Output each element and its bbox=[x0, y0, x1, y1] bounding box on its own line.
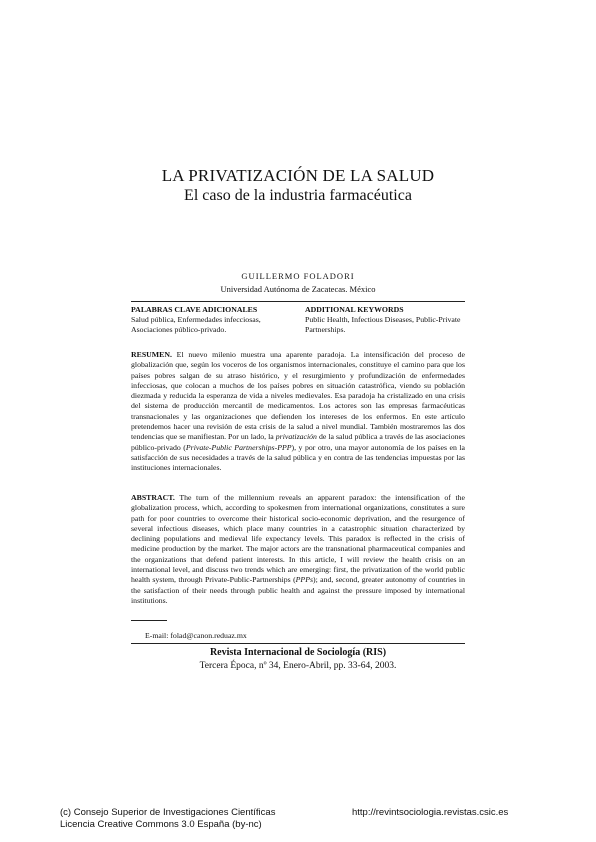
keywords-english-terms: Public Health, Infectious Diseases, Public-Private Partnerships. bbox=[305, 315, 461, 334]
article-subtitle: El caso de la industria farmacéutica bbox=[184, 187, 412, 204]
resumen-paragraph bbox=[131, 350, 465, 474]
article-title: LA PRIVATIZACIÓN DE LA SALUD bbox=[161, 166, 435, 185]
resumen-text-2: de la salud pública a través de las asociaciones público-privado ( bbox=[131, 432, 466, 452]
footer-url[interactable]: http://revintsociologia.revistas.csic.es bbox=[352, 807, 509, 818]
resumen-italic-2: Private-Public Partnerships-PPP bbox=[185, 442, 292, 452]
resumen-text-1: El nuevo milenio muestra una aparente paradoja. La intensificación del proceso de globalización que, según los voceros de los organismos internacionales, constituye el camino para que los países pobres salgan de su atraso histórico, y el resurgimiento y profundización de enfermedades infecciosas, que colocan a muchos de los países pobres en situación catastrófica, viendo su población diezmada y reducida la esperanza de vida a niveles medievales. Esa paradoja ha cristalizado en una crisis del sistema de producción mercantil de medicamentos. Los actores son las empresas farmacéuticas transnacionales y las organizaciones que defienden los intereses de los enfermos. En este artículo pretendemos hacer una revisión de esta crisis de la salud a nivel mundial. También mostraremos las dos tendencias que se manifiestan. Por un lado, la bbox=[131, 350, 465, 442]
journal-rule bbox=[131, 643, 465, 644]
keywords-spanish bbox=[131, 305, 291, 335]
abstract-italic-1: PPPs bbox=[295, 575, 313, 585]
author-name: GUILLERMO FOLADORI bbox=[241, 271, 355, 281]
abstract-text-1: The turn of the millennium reveals an apparent paradox: the intensification of the globalization process, which, according to spokesmen from international organizations, constitutes a sure path for poor countries to overcome their historical socio-economic deprivation, and the resurgence of several infectious diseases, which place many countries in a catastrophic situation characterized by declining populations and medieval life expectancy levels. This paradox is reflected in the crisis of medicine production by the market. The major actors are the transnational pharmaceutical companies and the organizations that defend patient interests. In this article, I will review the health crisis on an international level, and discuss two trends which are emerging: first, the privatization of the world public health system, through Private-Public-Partnerships ( bbox=[131, 493, 465, 585]
footer-license: Licencia Creative Commons 3.0 España (by-nc) bbox=[60, 819, 262, 830]
resumen-text-3: ), y por otro, una mayor autonomía de los países en la satisfacción de sus necesidades a través de la salud pública y en contra de las tendencias impuestas por las instituciones internacionales. bbox=[131, 442, 465, 473]
keywords-english-heading: ADDITIONAL KEYWORDS bbox=[305, 305, 404, 314]
keywords-english bbox=[305, 305, 465, 335]
abstract-paragraph bbox=[131, 493, 465, 606]
keywords-spanish-heading: PALABRAS CLAVE ADICIONALES bbox=[131, 305, 258, 314]
abstract-label: ABSTRACT. bbox=[131, 493, 175, 502]
journal-issue: Tercera Época, nº 34, Enero-Abril, pp. 33-64, 2003. bbox=[199, 661, 397, 671]
keywords-spanish-terms: Salud pública, Enfermedades infecciosas, Asociaciones público-privado. bbox=[131, 315, 261, 334]
abstract-text-2: ); and, second, greater autonomy of countries in the satisfaction of their needs through public health and against the pressure imposed by international institutions. bbox=[131, 575, 465, 605]
footer-copyright: (c) Consejo Superior de Investigaciones Científicas bbox=[60, 807, 276, 818]
journal-name: Revista Internacional de Sociología (RIS) bbox=[209, 647, 387, 658]
author-affiliation: Universidad Autónoma de Zacatecas. México bbox=[220, 284, 376, 294]
footnote-rule bbox=[131, 620, 167, 621]
resumen-label: RESUMEN. bbox=[131, 350, 172, 359]
resumen-italic-1: privatización bbox=[275, 432, 317, 442]
author-email[interactable]: E-mail: folad@canon.reduaz.mx bbox=[145, 631, 247, 640]
top-rule bbox=[131, 301, 465, 302]
